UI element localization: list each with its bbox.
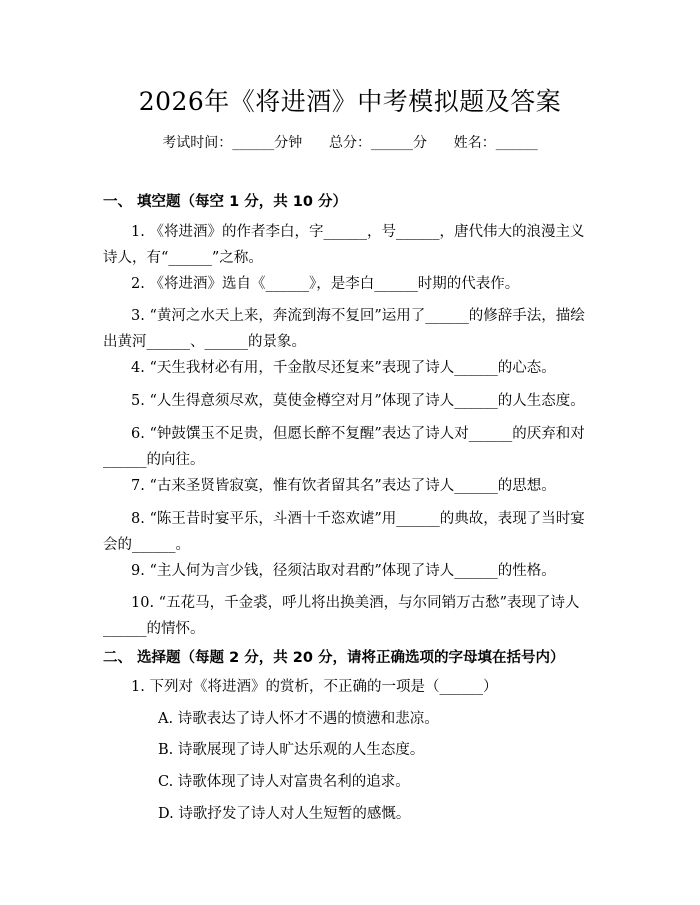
question-item: 10. “五花马，千金裘，呼儿将出换美酒，与尔同销万古愁”表现了诗人______的情怀。 <box>103 595 580 637</box>
section-heading-fill-in: 一、 填空题（每空 1 分，共 10 分） <box>103 194 348 210</box>
question-item: 1. 《将进酒》的作者李白，字______，号______，唐代伟大的浪漫主义诗人，有“______”之称。 <box>103 224 585 266</box>
question-item: 8. “陈王昔时宴平乐，斗酒十千恣欢谑”用______的典故，表现了当时宴会的______。 <box>103 511 585 553</box>
question-item: 9. “主人何为言少钱，径须沽取对君酌”体现了诗人______的性格。 <box>131 563 556 579</box>
question-item: 3. “黄河之水天上来，奔流到海不复回”运用了______的修辞手法，描绘出黄河______、______的景象。 <box>103 308 585 350</box>
option-c: C. 诗歌体现了诗人对富贵名利的追求。 <box>158 774 410 790</box>
question-item: 7. “古来圣贤皆寂寞，惟有饮者留其名”表达了诗人______的思想。 <box>131 478 556 494</box>
option-a: A. 诗歌表达了诗人怀才不遇的愤懑和悲凉。 <box>158 711 439 727</box>
option-b: B. 诗歌展现了诗人旷达乐观的人生态度。 <box>158 742 425 758</box>
question-item: 1. 下列对《将进酒》的赏析，不正确的一项是（______） <box>131 679 498 695</box>
question-item: 5. “人生得意须尽欢，莫使金樽空对月”体现了诗人______的人生态度。 <box>131 393 585 409</box>
exam-info-line: 考试时间：______分钟 总分：______分 姓名：______ <box>162 135 538 151</box>
question-item: 2. 《将进酒》选自《______》，是李白______时期的代表作。 <box>131 276 520 292</box>
page-title: 2026年《将进酒》中考模拟题及答案 <box>138 87 562 116</box>
option-d: D. 诗歌抒发了诗人对人生短暂的感慨。 <box>158 806 411 822</box>
question-item: 4. “天生我材必有用，千金散尽还复来”表现了诗人______的心态。 <box>131 360 556 376</box>
question-item: 6. “钟鼓馔玉不足贵，但愿长醉不复醒”表达了诗人对______的厌弃和对______的向往。 <box>103 426 585 468</box>
section-heading-multiple-choice: 二、 选择题（每题 2 分，共 20 分，请将正确选项的字母填在括号内） <box>103 650 565 666</box>
